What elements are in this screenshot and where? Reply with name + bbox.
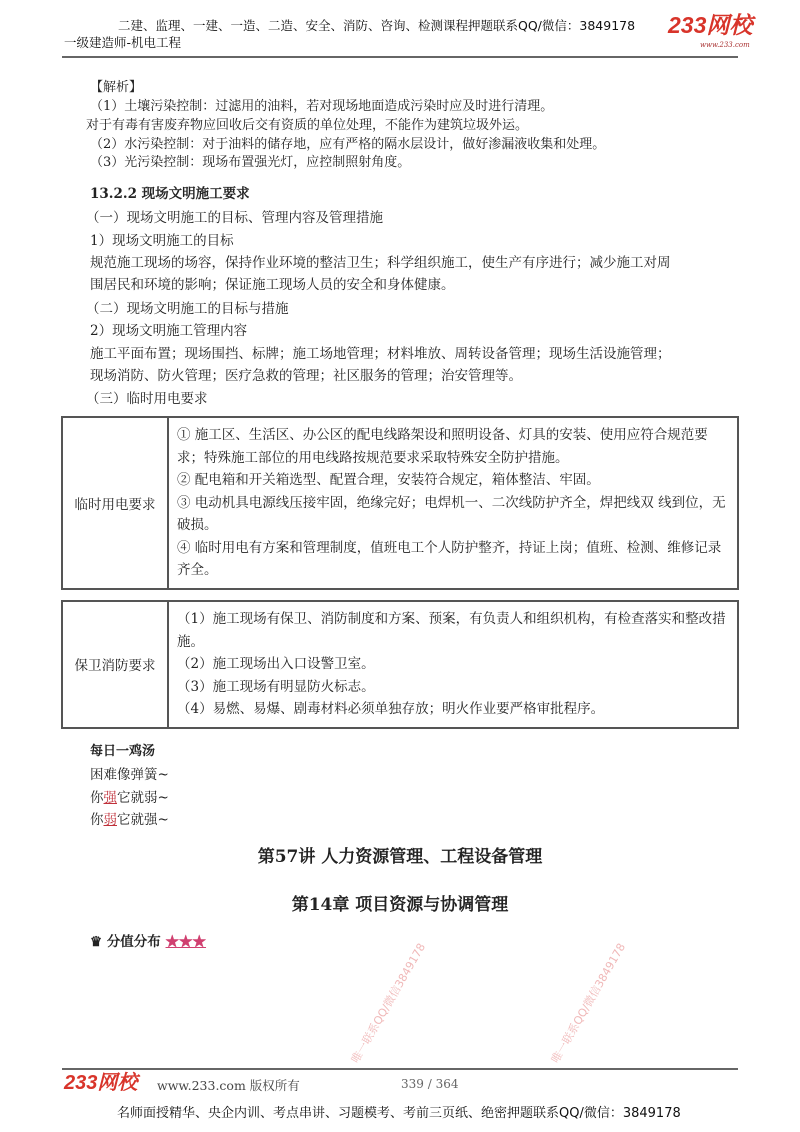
table-value xyxy=(168,601,738,728)
security-fire-table xyxy=(61,600,739,729)
header-logo: 233网校 xyxy=(668,12,753,38)
table-key: 临时用电要求 xyxy=(62,417,168,589)
crown-icon: ♛ xyxy=(90,934,103,950)
analysis-label: 【解析】 xyxy=(90,80,143,95)
section-line: 施工平面布置；现场围挡、标牌；施工场地管理；材料堆放、周转设备管理；现场生活设施管理； xyxy=(90,346,671,362)
table-item: （3）施工现场有明显防火标志。 xyxy=(177,678,375,695)
header-logo-url: www.233.com xyxy=(700,41,750,49)
page-number: 339 / 364 xyxy=(401,1077,459,1091)
motto-title: 每日一鸡汤 xyxy=(90,744,156,759)
analysis-line: （3）光污染控制：现场布置强光灯，应控制照射角度。 xyxy=(90,155,411,170)
lecture-title: 第57讲 人力资源管理、工程设备管理 xyxy=(257,847,543,867)
section-line: 2）现场文明施工管理内容 xyxy=(90,323,248,339)
motto-line: 困难像弹簧~ xyxy=(90,767,169,783)
table-value xyxy=(168,417,738,589)
analysis-line: （1）土壤污染控制：过滤用的油料，若对现场地面造成污染时应及时进行清理。 xyxy=(90,99,554,114)
footer-logo: 233网校 xyxy=(64,1072,138,1094)
footer-promo: 名师面授精华、央企内训、考点串讲、习题模考、考前三页纸、绝密押题联系QQ/微信：3849178 xyxy=(117,1106,681,1121)
watermark: 唯一联系QQ/微信3849178 xyxy=(548,941,629,1066)
star-rating: ★★★ xyxy=(165,934,207,950)
score-label: 分值分布 xyxy=(106,934,161,950)
footer-divider xyxy=(62,1068,738,1070)
section-line: （一）现场文明施工的目标、管理内容及管理措施 xyxy=(86,210,383,226)
table-key: 保卫消防要求 xyxy=(62,601,168,728)
footer-site: www.233.com 版权所有 xyxy=(157,1078,300,1093)
power-requirements-table xyxy=(61,416,739,590)
section-line: （三）临时用电要求 xyxy=(86,391,208,407)
analysis-line: 对于有毒有害废弃物应回收后交有资质的单位处理，不能作为建筑垃圾外运。 xyxy=(86,118,529,133)
section-line: 现场消防、防火管理；医疗急救的管理；社区服务的管理；治安管理等。 xyxy=(90,368,522,384)
table-item: ④ 临时用电有方案和管理制度，值班电工个人防护整齐，持证上岗；值班、检测、维修记录齐全。 xyxy=(177,539,722,578)
table-item: （2）施工现场出入口设警卫室。 xyxy=(177,656,375,672)
motto-line: 你弱它就强~ xyxy=(90,812,169,828)
table-item: ③ 电动机具电源线压接牢固，绝缘完好；电焊机一、二次线防护齐全，焊把线双 线到位，无破损。 xyxy=(177,494,726,533)
section-heading: 13.2.2 现场文明施工要求 xyxy=(90,186,250,202)
section-line: 围居民和环境的影响；保证施工现场人员的安全和身体健康。 xyxy=(90,277,455,293)
chapter-title: 第14章 项目资源与协调管理 xyxy=(291,895,509,915)
table-item: ② 配电箱和开关箱选型、配置合理，安装符合规定，箱体整洁、牢固。 xyxy=(177,472,600,488)
table-item: （1）施工现场有保卫、消防制度和方案、预案，有负责人和组织机构，有检查落实和整改措施。 xyxy=(177,611,726,650)
section-line: （二）现场文明施工的目标与措施 xyxy=(86,301,289,317)
header-subject: 一级建造师-机电工程 xyxy=(64,35,182,50)
header-promo: 二建、监理、一建、一造、二造、安全、消防、咨询、检测课程押题联系QQ/微信：3849178 xyxy=(118,18,636,33)
motto-line: 你强它就弱~ xyxy=(90,790,169,806)
section-line: 1）现场文明施工的目标 xyxy=(90,233,234,249)
table-item: ① 施工区、生活区、办公区的配电线路架设和照明设备、灯具的安装、使用应符合规范要求；特殊施工部位的用电线路按规范要求采取特殊安全防护措施。 xyxy=(177,427,708,466)
score-distribution xyxy=(90,930,206,950)
section-line: 规范施工现场的场容，保持作业环境的整洁卫生；科学组织施工，使生产有序进行；减少施工对周 xyxy=(90,255,671,271)
analysis-line: （2）水污染控制：对于油料的储存地，应有严格的隔水层设计，做好渗漏液收集和处理。 xyxy=(90,137,606,152)
watermark: 唯一联系QQ/微信3849178 xyxy=(348,941,429,1066)
table-item: （4）易燃、易爆、剧毒材料必须单独存放；明火作业要严格审批程序。 xyxy=(177,701,605,717)
header-divider xyxy=(62,56,738,58)
